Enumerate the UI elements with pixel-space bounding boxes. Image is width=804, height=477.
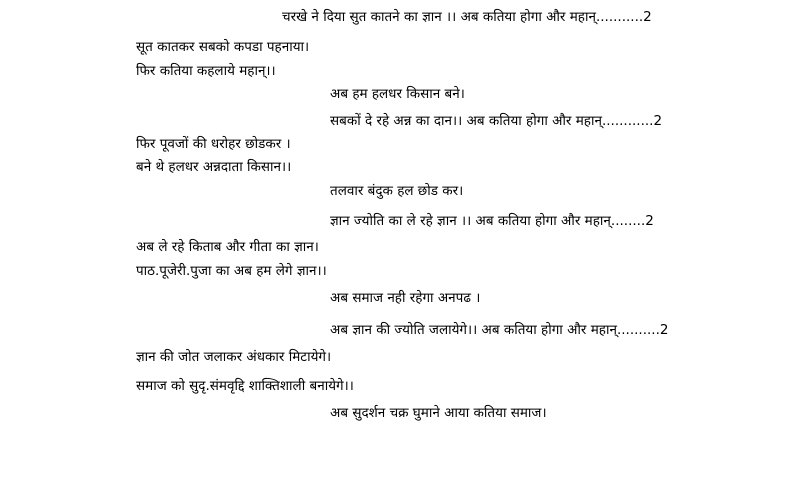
chorus-line-4: अब ज्ञान की ज्योति जलायेगे।। अब कतिया होगा और महान्..........2 xyxy=(330,322,669,338)
verse-line-12: अब सुदर्शन चक्र घुमाने आया कतिया समाज। xyxy=(330,405,547,421)
chorus-line-2: सबकों दे रहे अन्न का दान।। अब कतिया होगा और महान्............2 xyxy=(330,113,663,129)
verse-line-4: फिर पूवजों की धरोहर छोडकर । xyxy=(136,136,291,152)
verse-line-7: अब ले रहे किताब और गीता का ज्ञान। xyxy=(136,239,319,255)
verse-line-2: फिर कतिया कहलाये महान्।। xyxy=(136,63,276,79)
verse-line-5: बने थे हलधर अन्नदाता किसान।। xyxy=(136,159,292,175)
chorus-line-3: ज्ञान ज्योति का ले रहे ज्ञान ।। अब कतिया होगा और महान्........2 xyxy=(330,213,654,229)
verse-line-10: ज्ञान की जोत जलाकर अंधकार मिटायेगे। xyxy=(136,349,332,365)
verse-line-11: समाज को सुदृ.संमवृद्दि शाक्तिशाली बनायेगे।। xyxy=(136,378,354,394)
chorus-line-1: चरखे ने दिया सुत कातने का ज्ञान ।। अब कतिया होगा और महान्...........2 xyxy=(282,9,652,25)
verse-line-8: पाठ.पूजेरी.पुजा का अब हम लेगे ज्ञान।। xyxy=(136,263,327,279)
verse-line-6: तलवार बंदुक हल छोड कर। xyxy=(330,183,464,199)
verse-line-1: सूत कातकर सबको कपडा पहनाया। xyxy=(136,39,310,55)
verse-line-9: अब समाज नही रहेगा अनपढ । xyxy=(330,290,481,306)
verse-line-3: अब हम हलधर किसान बने। xyxy=(330,86,465,102)
